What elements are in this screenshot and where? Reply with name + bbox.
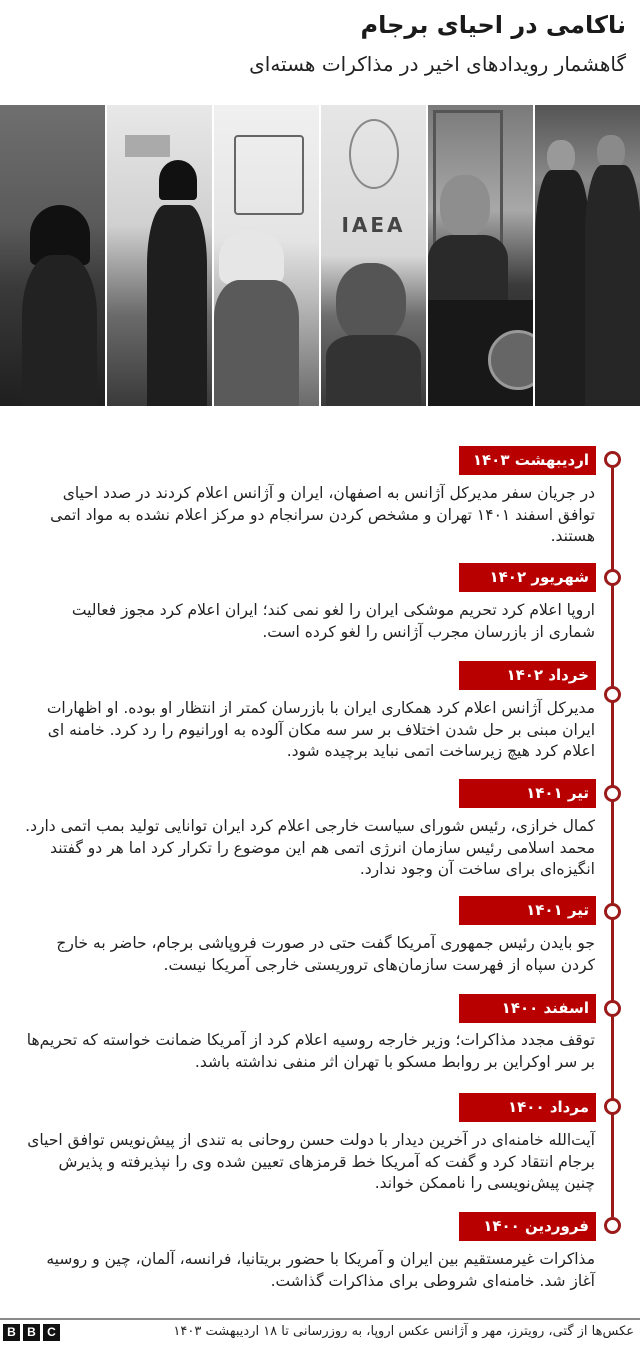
- entry-description: اروپا اعلام کرد تحریم موشکی ایران را لغو نمی کند؛ ایران اعلام کرد مجوز فعالیت شماری از بازرسان مجرب آژانس را لغو کرده است.: [71, 601, 595, 641]
- date-badge: فروردین ۱۴۰۰: [459, 1212, 596, 1241]
- photo-foreign-ministers-walking: [535, 105, 640, 406]
- entry-description: مذاکرات غیرمستقیم بین ایران و آمریکا با حضور بریتانیا، فرانسه، آلمان، چین و روسیه آغاز شد. خامنه‌ای شروطی برای مذاکرات گذاشت.: [46, 1250, 595, 1290]
- timeline-node-icon: [604, 785, 621, 802]
- photo-credit: عکس‌ها از گتی، رویترز، مهر و آژانس عکس اروپا، به روزرسانی تا ۱۸ اردیبهشت ۱۴۰۳: [173, 1324, 634, 1339]
- entry-description: در جریان سفر مدیرکل آژانس به اصفهان، ایران و آژانس اعلام کردند در صدد احیای توافق اسفند ۱۴۰۱ تهران و مشخص کردن سرانجام دو مرکز اعلام نشده به مواد اتمی هستند.: [50, 484, 595, 545]
- date-badge: شهریور ۱۴۰۲: [459, 563, 596, 592]
- photo-worker-in-hard-hat: [214, 105, 319, 406]
- photo-leader-touring-facility: [107, 105, 212, 406]
- footer-divider: [0, 1318, 640, 1320]
- date-badge: خرداد ۱۴۰۲: [459, 661, 596, 690]
- iaea-logo-icon: [349, 119, 399, 189]
- timeline-node-icon: [604, 451, 621, 468]
- bbc-logo: [3, 1324, 60, 1341]
- date-badge: مرداد ۱۴۰۰: [459, 1093, 596, 1122]
- timeline-node-icon: [604, 686, 621, 703]
- header: [26, 8, 626, 80]
- page-title: ناکامی در احیای برجام: [360, 11, 626, 39]
- bbc-logo-letter: B: [23, 1324, 40, 1341]
- bbc-logo-letter: C: [43, 1324, 60, 1341]
- page-subtitle: گاهشمار رویدادهای اخیر در مذاکرات هسته‌ای: [249, 52, 626, 76]
- iaea-label: IAEA: [341, 213, 406, 237]
- entry-description: مدیرکل آژانس اعلام کرد همکاری ایران با بازرسان کمتر از انتظار او بوده. او اظهارات ایران مبنی بر حل شدن اختلاف بر سر سه مکان آلوده به اورانیوم را رد کرد. خامنه ای اعلام کرد هیچ زیرساخت اتمی نباید برچیده شود.: [46, 699, 595, 760]
- timeline-node-icon: [604, 1217, 621, 1234]
- photo-strip: [0, 105, 640, 406]
- entry-description: کمال خرازی، رئیس شورای سیاست خارجی اعلام کرد ایران توانایی تولید بمب اتمی دارد. محمد اسلامی رئیس سازمان انرژی اتمی هم این موضوع را تکرار کرد اما هر دو گفتند انگیزه‌ای برای ساخت آن وجود ندارد.: [25, 817, 595, 878]
- date-badge: تیر ۱۴۰۱: [459, 896, 596, 925]
- date-badge: اردیبهشت ۱۴۰۳: [459, 446, 596, 475]
- photo-president-at-podium: [428, 105, 533, 406]
- timeline-node-icon: [604, 1000, 621, 1017]
- timeline-node-icon: [604, 1098, 621, 1115]
- timeline-node-icon: [604, 903, 621, 920]
- timeline-node-icon: [604, 569, 621, 586]
- entry-description: توقف مجدد مذاکرات؛ وزیر خارجه روسیه اعلام کرد از آمریکا ضمانت خواسته که تحریم‌ها بر سر اوکراین بر روابط مسکو با تهران اثر منفی نداشته باشد.: [26, 1031, 595, 1071]
- photo-cleric-at-microphones: [0, 105, 105, 406]
- bbc-logo-letter: B: [3, 1324, 20, 1341]
- entry-description: جو بایدن رئیس جمهوری آمریکا گفت حتی در صورت فروپاشی برجام، حاضر به خارج کردن سپاه از فهرست سازمان‌های تروریستی خارجی آمریکا نیست.: [56, 934, 595, 974]
- entry-description: آیت‌الله خامنه‌ای در آخرین دیدار با دولت حسن روحانی به تندی از پیش‌نویس توافق احیای برجام انتقاد کرد و گفت که آمریکا خط قرمزهای تعیین شده وی را نپذیرفته و پذیرش چنین پیش‌نویسی را ناممکن خواند.: [27, 1131, 595, 1192]
- date-badge: اسفند ۱۴۰۰: [459, 994, 596, 1023]
- date-badge: تیر ۱۴۰۱: [459, 779, 596, 808]
- photo-iaea-director: [321, 105, 426, 406]
